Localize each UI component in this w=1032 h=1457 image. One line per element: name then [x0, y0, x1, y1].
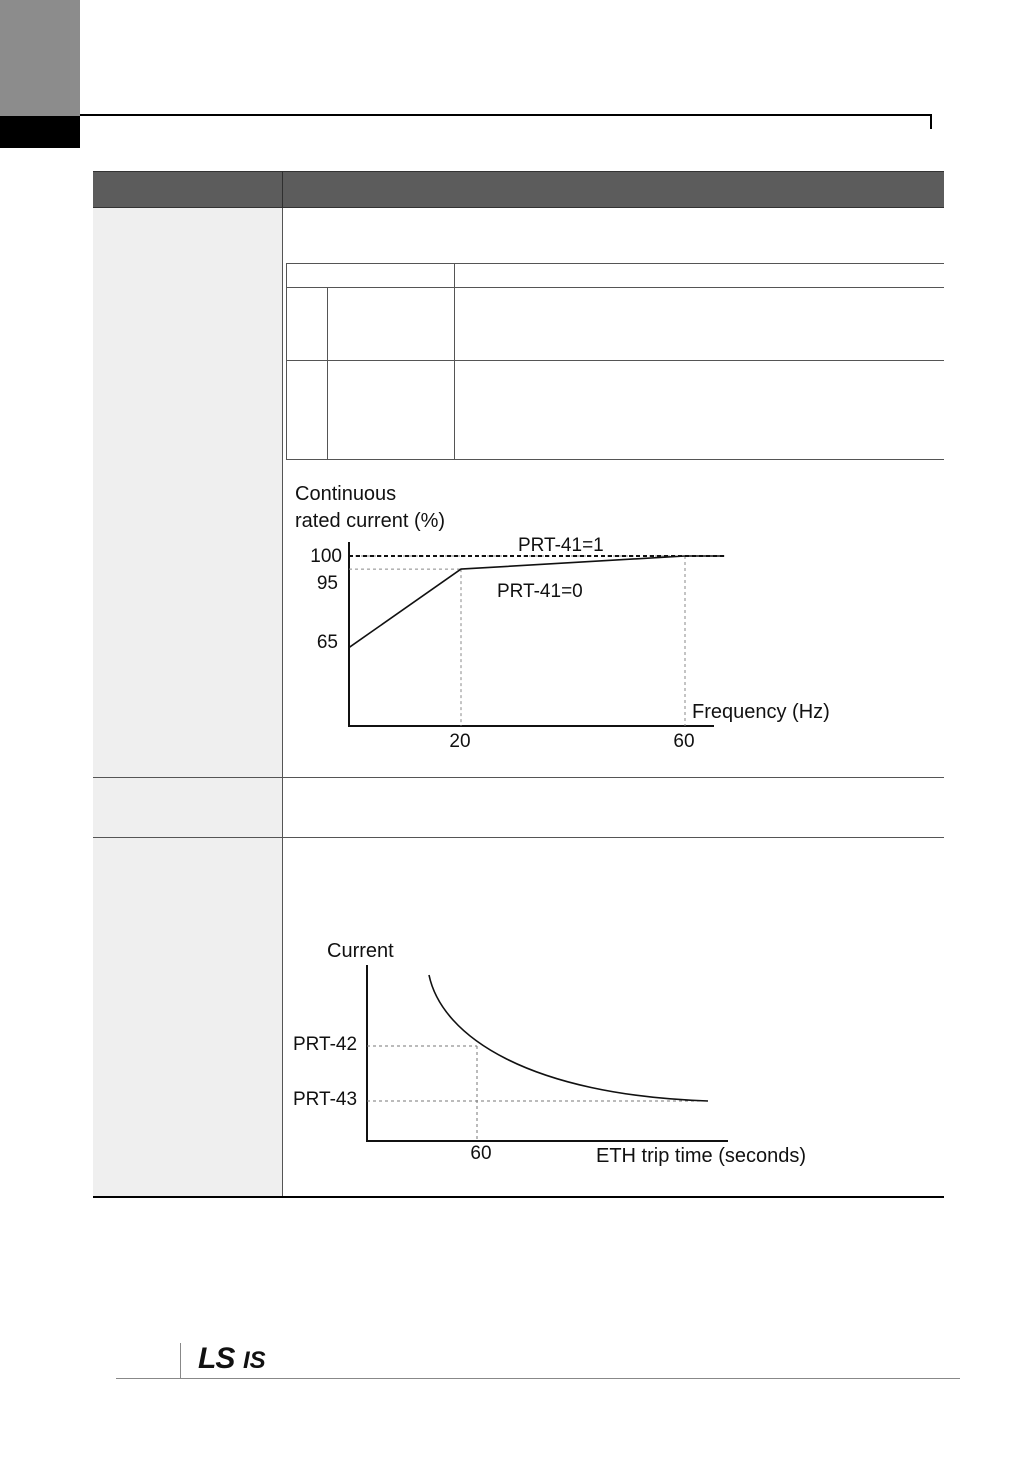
subtable-rule: [286, 287, 944, 288]
option-subtable: [286, 263, 944, 460]
subtable-rule: [286, 459, 944, 460]
table-header-divider: [282, 171, 283, 208]
chart1-ytick-65: 65: [316, 632, 338, 653]
subtable-divider: [286, 263, 287, 460]
chart2-ytick-prt42: PRT-42: [293, 1034, 358, 1055]
subtable-divider: [454, 263, 455, 460]
chart2-ylabel: Current: [327, 940, 394, 962]
subtable-divider: [327, 287, 328, 460]
header-tick: [930, 114, 932, 129]
subtable-rule: [286, 360, 944, 361]
chart2-xtick-60: 60: [470, 1143, 492, 1164]
table-row-rule: [93, 837, 944, 838]
chart2-xlabel: ETH trip time (seconds): [596, 1145, 807, 1167]
chart1-series-label-prt41-0: PRT-41=0: [497, 581, 583, 602]
header-rule: [80, 114, 932, 116]
chapter-tab-block: [0, 116, 80, 148]
row-label-cell: [93, 837, 282, 1197]
row-label-cell: [93, 777, 282, 837]
lsis-logo: [196, 1340, 286, 1374]
chart1-xlabel: Frequency (Hz): [692, 701, 830, 723]
chart2-inverse-time-curve: [429, 975, 708, 1101]
eth-trip-time-chart: [280, 925, 840, 1175]
footer-divider: [180, 1343, 181, 1379]
chart1-ylabel-line1: Continuous: [295, 483, 397, 505]
subtable-rule: [286, 263, 944, 264]
table-header-row: [93, 171, 944, 208]
footer-rule: [116, 1378, 960, 1379]
row-label-cell: [93, 208, 282, 777]
chart1-ytick-100: 100: [310, 546, 342, 567]
table-row-rule: [93, 777, 944, 778]
chart1-ylabel-line2: rated current (%): [295, 510, 446, 532]
chart1-xtick-60: 60: [673, 731, 695, 752]
table-bottom-rule: [93, 1196, 944, 1198]
chapter-tab: [0, 0, 80, 116]
chart2-ytick-prt43: PRT-43: [293, 1089, 358, 1110]
svg-text:LS: LS: [198, 1342, 235, 1374]
chart1-ytick-95: 95: [316, 573, 338, 594]
chart1-xtick-20: 20: [449, 731, 471, 752]
chart1-series-label-prt41-1: PRT-41=1: [518, 535, 604, 556]
rated-current-chart: [280, 470, 880, 760]
svg-text:IS: IS: [243, 1347, 266, 1374]
